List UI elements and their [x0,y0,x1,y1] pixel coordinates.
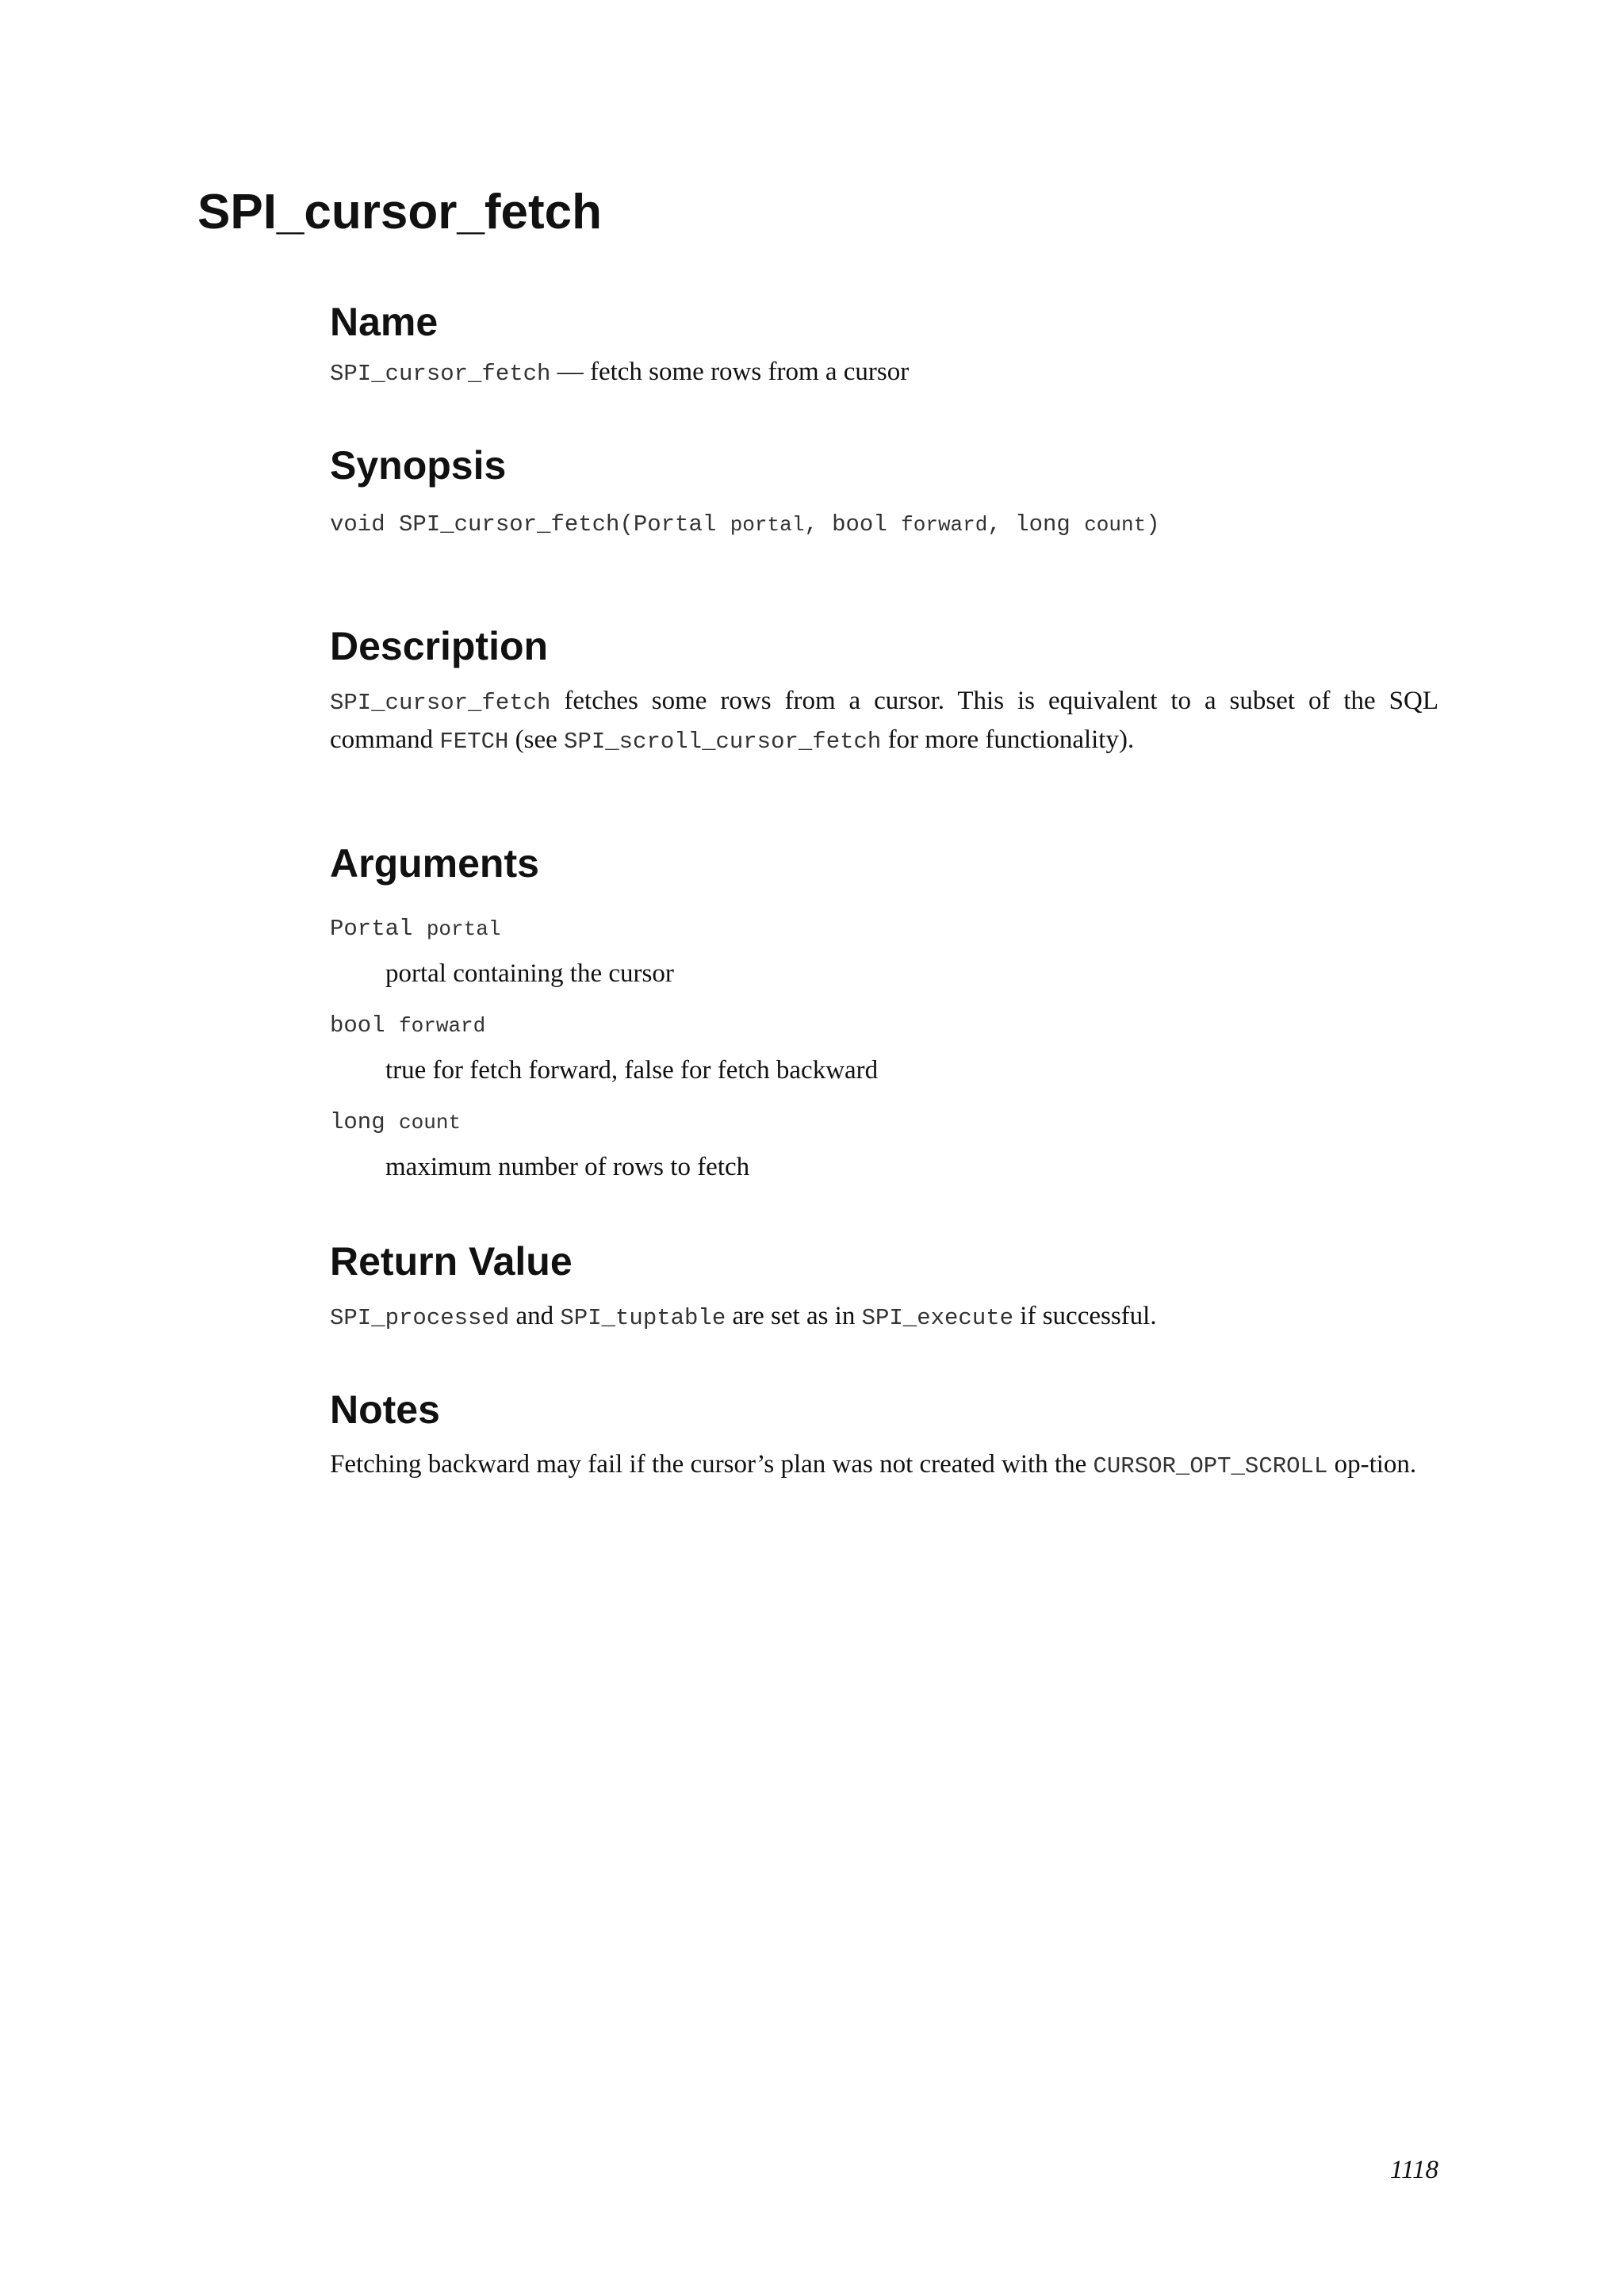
synopsis-heading: Synopsis [330,443,507,488]
name-section [330,290,1438,392]
argument-item [330,1104,1438,1185]
notes-text-2: op-tion. [1327,1450,1417,1479]
arguments-heading: Arguments [330,841,539,886]
argument-type: long [330,1109,385,1135]
return-var-processed: SPI_processed [330,1305,510,1331]
page-number: 1118 [1389,2156,1438,2184]
return-text-2: are set as in [726,1302,862,1330]
synopsis-section [330,434,1438,543]
argument-term [330,911,1438,947]
function-purpose: — fetch some rows from a cursor [550,358,910,386]
function-name: SPI_cursor_fetch [330,361,551,387]
description-heading: Description [330,624,549,668]
notes-option: CURSOR_OPT_SCROLL [1093,1453,1328,1479]
argument-name: count [399,1111,462,1135]
synopsis-prefix: void SPI_cursor_fetch(Portal [330,511,730,538]
synopsis-param-count: count [1084,513,1147,537]
arguments-section [330,832,1438,1185]
page-title: SPI_cursor_fetch [197,185,602,239]
return-text-3: if successful. [1013,1302,1157,1330]
synopsis-suffix: ) [1146,511,1160,538]
name-heading: Name [330,300,439,344]
argument-type: Portal [330,916,413,942]
refentry-content [330,290,1438,1485]
return-value-section [330,1230,1438,1337]
synopsis-param-forward: forward [901,513,988,537]
argument-description: portal containing the cursor [385,959,674,988]
return-var-tuptable: SPI_tuptable [560,1305,726,1331]
argument-term [330,1008,1438,1044]
description-command: FETCH [439,729,509,755]
description-link[interactable]: SPI_scroll_cursor_fetch [564,729,882,755]
description-function: SPI_cursor_fetch [330,690,551,716]
return-text-1: and [509,1302,561,1330]
synopsis-mid1: , bool [804,511,902,538]
description-section [330,614,1438,760]
name-paragraph [330,354,1438,392]
argument-item [330,911,1438,992]
description-text-2: (see [508,725,565,754]
argument-description: true for fetch forward, false for fetch backward [385,1056,879,1085]
notes-text-1: Fetching backward may fail if the cursor’s plan was not created with the [330,1450,1094,1479]
return-value-paragraph [330,1298,1438,1337]
return-value-heading: Return Value [330,1239,573,1284]
notes-section [330,1378,1438,1485]
synopsis-param-portal: portal [730,513,805,537]
argument-name: forward [399,1014,486,1038]
synopsis-mid2: , long [987,511,1085,538]
argument-type: bool [330,1012,385,1039]
description-text-1: fetches some rows from a cursor. This is equivalent to a subset of the SQL command [330,687,1438,754]
argument-name: portal [426,917,501,941]
argument-term [330,1104,1438,1141]
synopsis-code [330,507,1438,543]
argument-description: maximum number of rows to fetch [385,1153,750,1181]
notes-heading: Notes [330,1387,440,1432]
notes-paragraph [330,1446,1438,1485]
return-function: SPI_execute [861,1305,1014,1331]
description-text-3: for more functionality). [881,725,1135,754]
description-paragraph [330,683,1438,760]
argument-item [330,1008,1438,1089]
